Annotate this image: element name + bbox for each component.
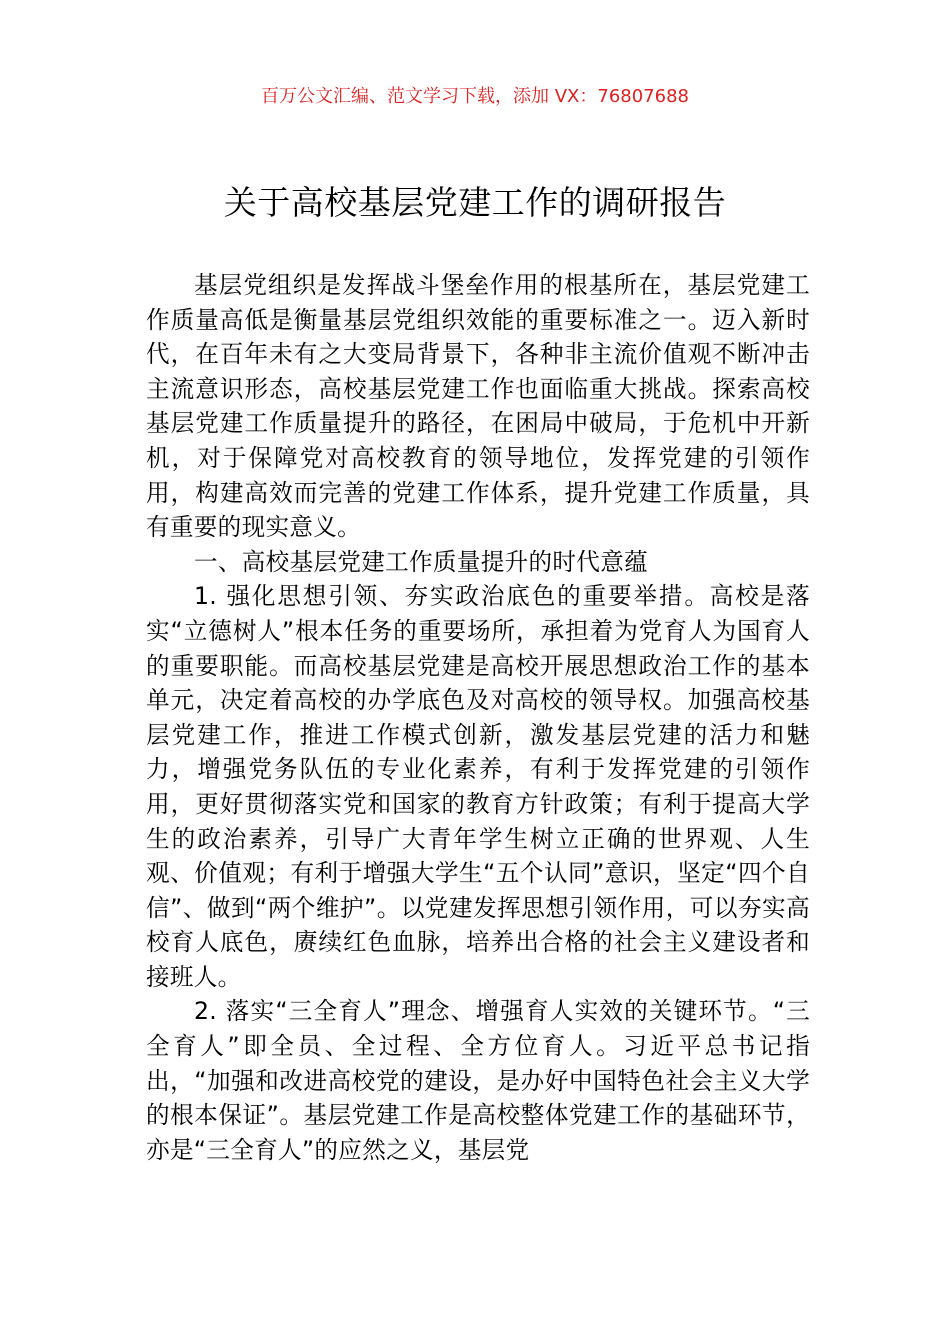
paragraph-intro: 基层党组织是发挥战斗堡垒作用的根基所在，基层党建工作质量高低是衡量基层党组织效能的重要标准之一。迈入新时代，在百年未有之大变局背景下，各种非主流价值观不断冲击主流意识形态，高校基层党建工作也面临重大挑战。探索高校基层党建工作质量提升的路径，在困局中破局，于危机中开新机，对于保障党对高校教育的领导地位，发挥党建的引领作用，构建高效而完善的党建工作体系，提升党建工作质量，具有重要的现实意义。 <box>146 271 810 542</box>
section-heading-1: 一、高校基层党建工作质量提升的时代意蕴 <box>194 547 648 576</box>
header-banner: 百万公文汇编、范文学习下载，添加 VX：76807688 <box>261 86 689 107</box>
document-body <box>146 268 810 1167</box>
document-title: 关于高校基层党建工作的调研报告 <box>223 183 727 222</box>
paragraph-point-1: 1. 强化思想引领、夯实政治底色的重要举措。高校是落实“立德树人”根本任务的重要场所，承担着为党育人为国育人的重要职能。而高校基层党建是高校开展思想政治工作的基本单元，决定着高校的办学底色及对高校的领导权。加强高校基层党建工作，推进工作模式创新，激发基层党建的活力和魅力，增强党务队伍的专业化素养，有利于发挥党建的引领作用，更好贯彻落实党和国家的教育方针政策；有利于提高大学生的政治素养，引导广大青年学生树立正确的世界观、人生观、价值观；有利于增强大学生“五个认同”意识，坚定“四个自信”、做到“两个维护”。以党建发挥思想引领作用，可以夯实高校育人底色，赓续红色血脉，培养出合格的社会主义建设者和接班人。 <box>146 582 810 991</box>
paragraph-point-2: 2. 落实“三全育人”理念、增强育人实效的关键环节。“三全育人”即全员、全过程、全方位育人。习近平总书记指出，“加强和改进高校党的建设，是办好中国特色社会主义大学的根本保证”。基层党建工作是高校整体党建工作的基础环节，亦是“三全育人”的应然之义，基层党 <box>146 997 810 1164</box>
